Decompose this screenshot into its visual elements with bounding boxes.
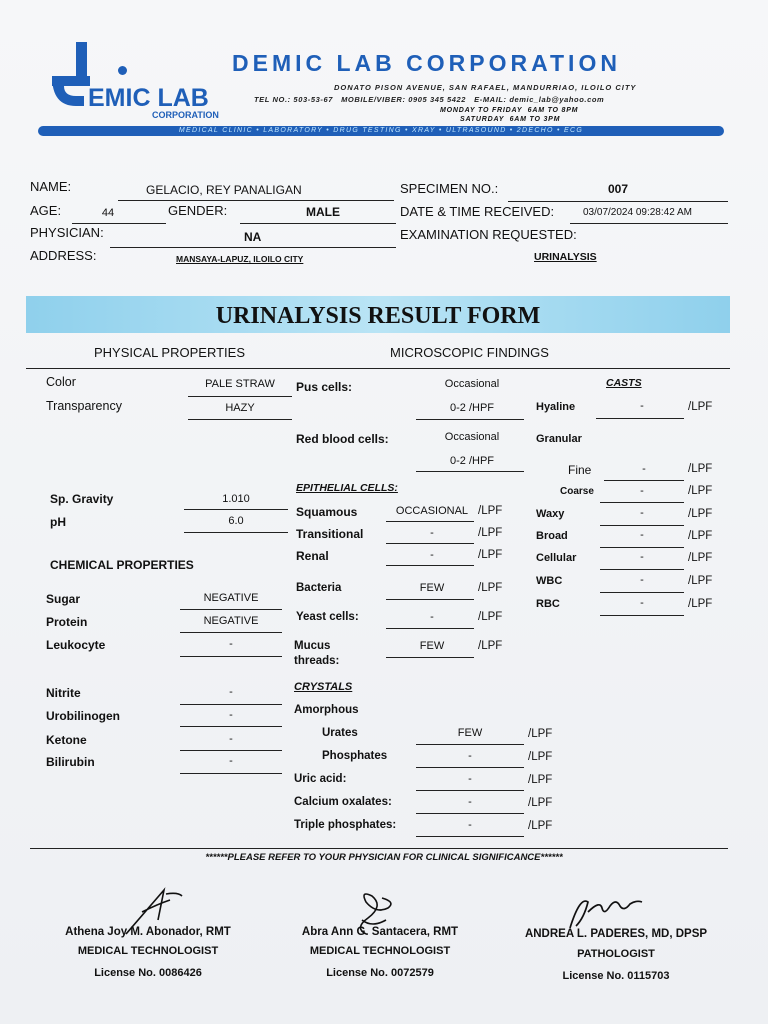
company-contact: TEL NO.: 503-53-67 MOBILE/VIBER: 0905 345 5422 E-MAIL: demic_lab@yahoo.com xyxy=(254,95,605,104)
signatory-3-name: ANDREA L. PADERES, MD, DPSP xyxy=(524,928,708,940)
age-label: AGE: xyxy=(30,203,62,218)
fine-unit: /LPF xyxy=(688,463,713,475)
nitrite-value: - xyxy=(229,686,233,698)
amorphous-label: Amorphous xyxy=(294,704,359,716)
bilirubin-value: - xyxy=(229,755,233,767)
name-label: NAME: xyxy=(30,179,72,194)
company-name: DEMIC LAB CORPORATION xyxy=(232,50,621,76)
bacteria-unit: /LPF xyxy=(478,582,503,594)
fine-label: Fine xyxy=(568,463,592,477)
signatory-3-title: PATHOLOGIST xyxy=(577,948,655,960)
bacteria-value: FEW xyxy=(419,582,445,594)
transitional-value: - xyxy=(430,527,434,539)
coarse-label: Coarse xyxy=(560,486,594,497)
pus-cells-range: 0-2 /HPF xyxy=(449,402,494,414)
color-label: Color xyxy=(46,375,76,389)
waxy-label: Waxy xyxy=(536,508,565,520)
signatory-2-name: Abra Ann G. Santacera, RMT xyxy=(301,926,459,938)
broad-value: - xyxy=(640,529,644,541)
color-value: PALE STRAW xyxy=(205,378,275,390)
calcium-oxalates-label: Calcium oxalates: xyxy=(294,796,392,808)
phosphates-value: - xyxy=(468,750,472,762)
signatory-3-license: License No. 0115703 xyxy=(562,970,670,982)
signatory-3 xyxy=(494,928,738,982)
mucus-threads-unit: /LPF xyxy=(478,640,503,652)
pus-cells-label: Pus cells: xyxy=(296,380,353,394)
mucus-threads-label-1: Mucus xyxy=(294,640,331,652)
urobilinogen-value: - xyxy=(229,709,233,721)
transitional-label: Transitional xyxy=(296,527,364,541)
phosphates-label: Phosphates xyxy=(322,750,388,762)
fine-value: - xyxy=(642,463,646,475)
patient-address: MANSAYA-LAPUZ, ILOILO CITY xyxy=(176,254,304,264)
yeast-cells-unit: /LPF xyxy=(478,611,503,623)
triple-phosphates-label: Triple phosphates: xyxy=(294,819,397,831)
phosphates-unit: /LPF xyxy=(528,751,553,763)
datetime-received: 03/07/2024 09:28:42 AM xyxy=(583,207,692,218)
rbc-range: 0-2 /HPF xyxy=(449,455,494,467)
sugar-label: Sugar xyxy=(46,592,81,606)
wbc-cast-value: - xyxy=(640,574,644,586)
epithelial-cells-heading: EPITHELIAL CELLS: xyxy=(296,482,398,494)
signatory-1-name: Athena Joy M. Abonador, RMT xyxy=(65,926,231,938)
cellular-label: Cellular xyxy=(536,552,577,564)
ketone-label: Ketone xyxy=(46,733,87,747)
urates-label: Urates xyxy=(322,727,358,739)
company-address: DONATO PISON AVENUE, SAN RAFAEL, MANDURRIAO, ILOILO CITY xyxy=(334,83,637,92)
urates-unit: /LPF xyxy=(528,728,553,740)
granular-label: Granular xyxy=(536,433,582,445)
protein-value: NEGATIVE xyxy=(203,615,259,627)
bacteria-label: Bacteria xyxy=(296,582,342,594)
hyaline-label: Hyaline xyxy=(536,401,576,413)
services-text: MEDICAL CLINIC • LABORATORY • DRUG TESTING • XRAY • ULTRASOUND • 2DECHO • ECG xyxy=(178,127,584,134)
chemical-properties-heading: CHEMICAL PROPERTIES xyxy=(50,558,194,572)
specimen-number: 007 xyxy=(608,182,629,196)
renal-label: Renal xyxy=(296,549,329,563)
urobilinogen-label: Urobilinogen xyxy=(46,709,120,723)
address-label: ADDRESS: xyxy=(30,248,97,263)
rbc-cast-label: RBC xyxy=(536,598,560,610)
rbc-label: Red blood cells: xyxy=(296,432,389,446)
services-banner xyxy=(38,126,724,136)
signatory-1 xyxy=(26,926,270,979)
patient-age: 44 xyxy=(101,207,115,219)
mucus-threads-value: FEW xyxy=(419,640,445,652)
sg-label: Sp. Gravity xyxy=(50,492,114,506)
uric-acid-value: - xyxy=(468,773,472,785)
yeast-cells-value: - xyxy=(430,611,434,623)
hyaline-value: - xyxy=(640,400,644,412)
cellular-unit: /LPF xyxy=(688,552,713,564)
rbc-cast-unit: /LPF xyxy=(688,598,713,610)
calcium-oxalates-unit: /LPF xyxy=(528,797,553,809)
exam-requested: URINALYSIS xyxy=(534,251,597,263)
rbc-cast-value: - xyxy=(640,597,644,609)
yeast-cells-label: Yeast cells: xyxy=(296,611,359,623)
exam-label: EXAMINATION REQUESTED: xyxy=(400,227,577,242)
uric-acid-label: Uric acid: xyxy=(294,773,347,785)
signatory-2-title: MEDICAL TECHNOLOGIST xyxy=(309,945,451,957)
squamous-unit: /LPF xyxy=(478,505,503,517)
gender-label: GENDER: xyxy=(168,203,228,218)
renal-unit: /LPF xyxy=(478,549,503,561)
renal-value: - xyxy=(430,549,434,561)
signatory-2-license: License No. 0072579 xyxy=(326,967,434,979)
sg-value: 1.010 xyxy=(222,493,250,505)
leukocyte-label: Leukocyte xyxy=(46,638,106,652)
broad-label: Broad xyxy=(536,530,568,542)
waxy-unit: /LPF xyxy=(688,508,713,520)
pus-cells-qualitative: Occasional xyxy=(444,378,500,390)
urates-value: FEW xyxy=(457,727,483,739)
squamous-value: OCCASIONAL xyxy=(395,505,469,517)
form-title: URINALYSIS RESULT FORM xyxy=(215,303,541,329)
patient-name: GELACIO, REY PANALIGAN xyxy=(146,183,302,197)
form-title-bar xyxy=(26,296,730,333)
ph-label: pH xyxy=(50,515,66,529)
physical-properties-heading: PHYSICAL PROPERTIES xyxy=(94,345,245,360)
squamous-label: Squamous xyxy=(296,505,358,519)
leukocyte-value: - xyxy=(229,638,233,650)
hours-weekday: MONDAY TO FRIDAY 6AM TO 8PM xyxy=(440,107,579,114)
wbc-cast-unit: /LPF xyxy=(688,575,713,587)
coarse-unit: /LPF xyxy=(688,485,713,497)
patient-physician: NA xyxy=(244,230,262,244)
clinical-significance-note: ******PLEASE REFER TO YOUR PHYSICIAN FOR CLINICAL SIGNIFICANCE****** xyxy=(205,852,563,863)
physician-label: PHYSICIAN: xyxy=(30,225,104,240)
company-logo xyxy=(48,40,228,122)
bilirubin-label: Bilirubin xyxy=(46,755,95,769)
coarse-value: - xyxy=(640,485,644,497)
specimen-label: SPECIMEN NO.: xyxy=(400,181,499,196)
calcium-oxalates-value: - xyxy=(468,796,472,808)
waxy-value: - xyxy=(640,507,644,519)
patient-gender: MALE xyxy=(306,205,340,219)
wbc-cast-label: WBC xyxy=(536,575,563,587)
logo-text: EMIC LAB xyxy=(88,84,209,112)
rbc-qualitative: Occasional xyxy=(444,431,500,443)
microscopic-findings-heading: MICROSCOPIC FINDINGS xyxy=(390,345,549,360)
signatory-1-license: License No. 0086426 xyxy=(94,967,202,979)
nitrite-label: Nitrite xyxy=(46,686,81,700)
protein-label: Protein xyxy=(46,615,88,629)
transparency-label: Transparency xyxy=(46,399,122,413)
transparency-value: HAZY xyxy=(225,402,255,414)
cellular-value: - xyxy=(640,551,644,563)
uric-acid-unit: /LPF xyxy=(528,774,553,786)
casts-heading: CASTS xyxy=(606,377,642,389)
hours-saturday: SATURDAY 6AM TO 3PM xyxy=(460,116,561,123)
datetime-label: DATE & TIME RECEIVED: xyxy=(400,204,555,219)
hyaline-unit: /LPF xyxy=(688,401,713,413)
triple-phosphates-unit: /LPF xyxy=(528,820,553,832)
mucus-threads-label-2: threads: xyxy=(294,655,340,667)
logo-subtext: CORPORATION xyxy=(152,110,219,120)
signatory-1-title: MEDICAL TECHNOLOGIST xyxy=(77,945,219,957)
broad-unit: /LPF xyxy=(688,530,713,542)
crystals-heading: CRYSTALS xyxy=(294,681,353,693)
sugar-value: NEGATIVE xyxy=(203,592,259,604)
signatory-2 xyxy=(262,926,498,979)
transitional-unit: /LPF xyxy=(478,527,503,539)
triple-phosphates-value: - xyxy=(468,819,472,831)
ketone-value: - xyxy=(229,733,233,745)
ph-value: 6.0 xyxy=(228,515,244,527)
